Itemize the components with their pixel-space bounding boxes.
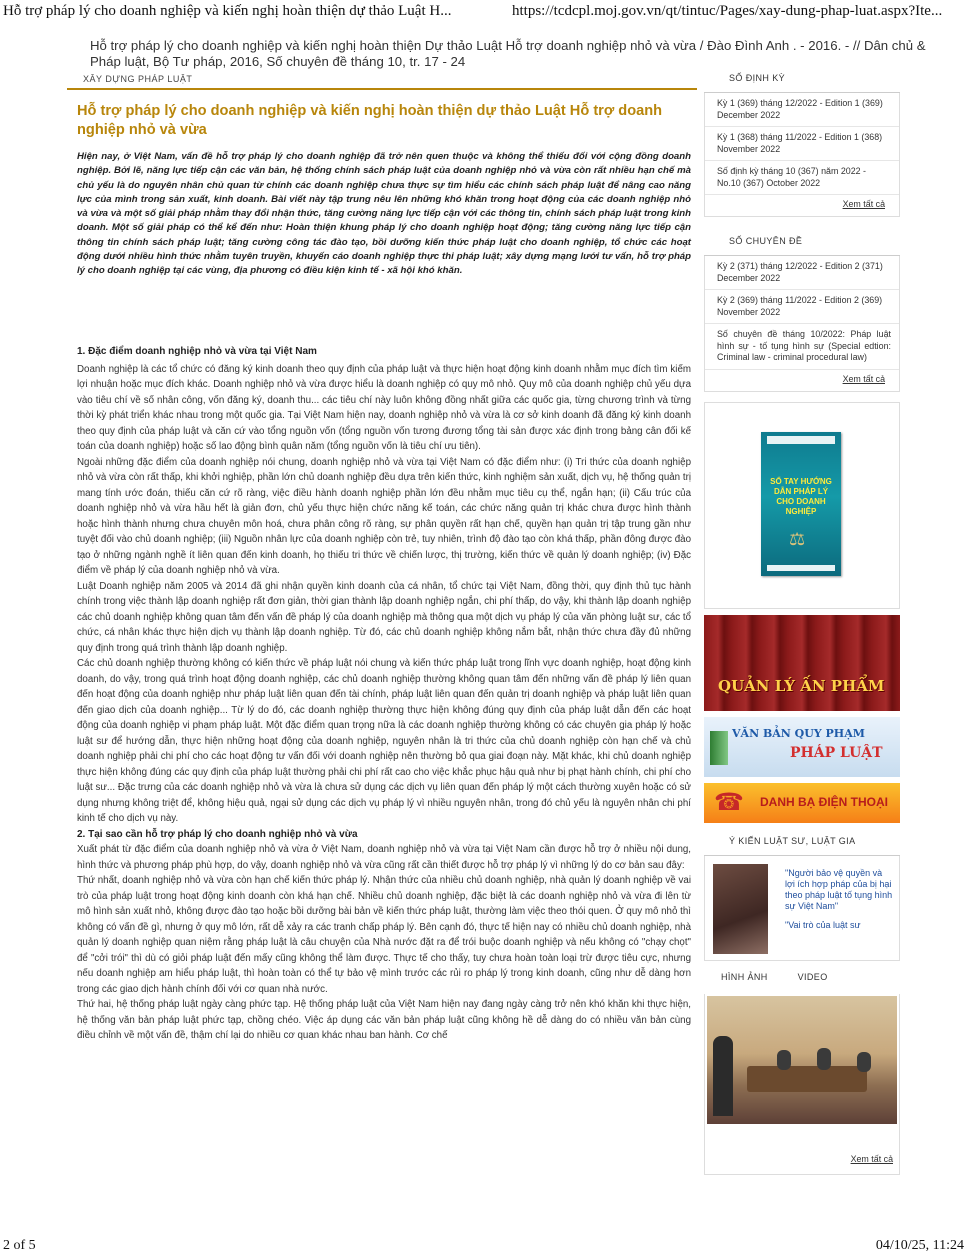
print-header [0, 0, 969, 22]
print-page-url: https://tcdcpl.moj.gov.vn/qt/tintuc/Pages/xay-dung-phap-luat.aspx?Ite... [512, 3, 943, 19]
phone-icon: ☎ [714, 788, 744, 816]
so-dinh-ky-item[interactable]: Kỳ 1 (369) tháng 12/2022 - Edition 1 (369) December 2022 [705, 93, 899, 127]
danh-ba-dien-thoai-banner[interactable] [704, 783, 900, 823]
section-heading-2: 2. Tại sao cần hỗ trợ pháp lý cho doanh nghiệp nhỏ và vừa [77, 828, 358, 840]
so-chuyen-de-list [704, 256, 900, 392]
article-title: Hỗ trợ pháp lý cho doanh nghiệp và kiến nghị hoàn thiện dự thảo Luật Hỗ trợ doanh nghiệp nhỏ và vừa [77, 103, 663, 138]
opinion-quote-link[interactable]: "Người bảo vệ quyền và lợi ích hợp pháp của bị hại theo pháp luật tố tụng hình sự Việt Nam" [785, 867, 893, 911]
opinion-heading: Ý KIẾN LUẬT SƯ, LUẬT GIA [704, 827, 900, 856]
so-dinh-ky-heading: SỐ ĐỊNH KỲ [704, 64, 900, 93]
opinion-quote-link[interactable]: "Vai trò của luật sư [785, 919, 861, 930]
paragraph: Luật Doanh nghiệp năm 2005 và 2014 đã ghi nhận quyền kinh doanh của cá nhân, tổ chức tại Việt Nam, đồng thời, quy định thủ tục hành chính trong việc thành lập doanh nghiệp rất đơn giản, thời gian thành lập doanh nghiệp ngắn, chi phí thấp, do vậy, khi thành lập doanh nghiệp các chủ doanh nghiệp không quan tâm đến vấn đề pháp lý của doanh nghiệp mà thông qua một dịch vụ pháp lý của văn phòng luật sư, các tổ chức, cá nhân khác thực hiện dịch vụ thành lập doanh nghiệp. Từ đó, các chủ doanh nghiệp không nắm bắt, nhận thức chưa đầy đủ những quy định trong quá trình thành lập doanh nghiệp. [77, 580, 691, 654]
quan-ly-an-pham-banner[interactable] [704, 615, 900, 711]
page-number: 2 of 5 [3, 1238, 36, 1253]
paragraph: Ngoài những đặc điểm của doanh nghiệp nói chung, doanh nghiệp nhỏ và vừa tại Việt Nam có đặc điểm như: (i) Tri thức của doanh nghiệp nhỏ và vừa còn rất thấp, khi khởi nghiệp, phần lớn chủ doanh nghiệp đều dựa trên kiến thức, kinh nghiệm sản xuất, dịch vụ, hệ thống quản trị mang tính ước đoán, thiếu căn cứ rõ ràng, việc điều hành doanh nghiệp phần lớn đều nhằm mục tiêu cụ thể, ngắn hạn; (ii) Cấu trúc của doanh nghiệp nhỏ và vừa hầu hết là giản đơn, chủ yếu thực hiện chức năng kế toán, các chức năng quản trị khác chưa được hình thành hoặc hình thành nhưng chưa chuyên môn hoá, chưa phân công rõ ràng, sự phân quyền rất hạn chế, quyền hạn quản trị tập trung gần như tuyệt đối vào chủ doanh nghiệp; (iii) Nguồn nhân lực của doanh nghiệp còn trẻ, tuy nhiên, trình độ đào tạo còn khá thấp, phần đông được đào tạo ở những ngành nghề ít liên quan đến kinh doanh, họ thiếu tri thức về chiến lược, thị trường, kiến thức về quản lý doanh nghiệp; (iv) Đặc điểm về pháp lý của doanh nghiệp nhỏ và vừa. [77, 456, 691, 576]
sidebar [704, 64, 900, 1175]
so-chuyen-de-item[interactable]: Kỳ 2 (371) tháng 12/2022 - Edition 2 (371) December 2022 [705, 256, 899, 290]
meeting-photo[interactable] [707, 996, 897, 1124]
paragraph: Các chủ doanh nghiệp thường không có kiến thức về pháp luật nói chung và kiến thức pháp luật trong lĩnh vực doanh nghiệp, hoạt động kinh doanh, do vậy, trong quá trình hoạt động doanh nghiệp, các chủ doanh nghiệp thường không quan tâm đến những vấn đề pháp lý liên quan đến hoạt động của doanh nghiệp như pháp luật liên quan đến tài chính, pháp luật liên quan đến quản trị doanh nghiệp và pháp luật liên quan đến giao dịch của doanh nghiệp... Từ lý do đó, các doanh nghiệp thường thực hiện không đúng quy định của pháp luật dẫn đến các hoạt động của doanh nghiệp vi phạm pháp luật. Một đặc điểm quan trọng nữa là các doanh nghiệp thường không có các chuyên gia pháp lý hoặc luật sư để hướng dẫn, thực hiện những hoạt động của doanh nghiệp, nguyên nhân là tri thức của chủ doanh nghiệp còn hạn chế và chủ doanh nghiệp phải chi phí cho các hoạt động tư vấn đối với doanh nghiệp nên thường bỏ qua giai đoạn này. Mặt khác, khi chủ doanh nghiệp thực hiện không đúng các quy định của pháp luật thường phải chi phí rất cao cho việc khắc phục hậu quả như bị phạt hành chính, chi phí cho luật sư... Đặc trưng của các doanh nghiệp nhỏ và vừa là chưa sử dụng các dịch vụ liên quan đến pháp lý một cách thường xuyên hoặc có sử dụng nhưng không triệt để, không hiệu quả, ngại sử dụng các dịch vụ pháp lý vì nhiều nguyên nhân, trong đó chủ yếu là nguyên nhân chi phí kinh tế cho dịch vụ này. [77, 658, 691, 824]
so-dinh-ky-see-all-link[interactable]: Xem tất cả [842, 199, 885, 209]
print-datetime: 04/10/25, 11:24 [875, 1238, 964, 1253]
category-label[interactable]: XÂY DỰNG PHÁP LUẬT [83, 74, 193, 84]
van-ban-quy-pham-banner[interactable] [704, 717, 900, 777]
photo-box [704, 994, 900, 1175]
paragraph: Thứ hai, hệ thống pháp luật ngày càng phức tạp. Hệ thống pháp luật của Việt Nam hiện nay đang ngày càng trở nên khó khăn khi thực hiện, hệ thống văn bản pháp luật phức tạp, chồng chéo. Việc áp dụng các văn bản pháp luật cũng không hề dễ dàng do có nhiều văn bản cùng điều chỉnh về một vấn đề, thậm chí lại do nhiều cơ quan khác nhau ban hành. Cơ chế [77, 999, 691, 1041]
tab-video[interactable]: VIDEO [797, 971, 828, 982]
paragraph: Doanh nghiệp là các tổ chức có đăng ký kinh doanh theo quy định của pháp luật và thực hiện hoạt động kinh doanh nhằm mục đích tìm kiếm lợi nhuận hoặc mục đích khác. Doanh nghiệp nhỏ và vừa được hiểu là doanh nghiệp có quy mô nhỏ. Quy mô của doanh nghiệp chủ yếu dựa vào tiêu chí về số nhân công, vốn đăng ký, doanh thu... các tiêu chí này luôn không đồng nhất giữa các quốc gia, từng chương trình và từng thời kỳ phát triển khác nhau trong một quốc gia. Tại Việt Nam hiện nay, doanh nghiệp nhỏ và vừa là cơ sở kinh doanh đã đăng ký kinh doanh theo quy định của pháp luật và căn cứ vào tổng nguồn vốn (tổng nguồn vốn tương đương tổng tài sản được xác định trong bảng cân đối kế toán của doanh nghiệp) hoặc số lao động bình quân năm (tổng nguồn vốn là tiêu chí ưu tiên). [77, 363, 691, 452]
opinion-box [704, 856, 900, 961]
so-dinh-ky-item[interactable]: Kỳ 1 (368) tháng 11/2022 - Edition 1 (368) November 2022 [705, 127, 899, 161]
media-tabs [704, 961, 900, 994]
article-body [77, 344, 691, 1044]
media-see-all-link[interactable]: Xem tất cả [850, 1153, 893, 1164]
article [67, 90, 697, 1198]
print-footer [0, 1238, 969, 1254]
danh-ba-label: DANH BẠ ĐIỆN THOẠI [760, 794, 888, 809]
section-heading-1: 1. Đặc điểm doanh nghiệp nhỏ và vừa tại Việt Nam [77, 346, 317, 357]
so-chuyen-de-item[interactable]: Kỳ 2 (369) tháng 11/2022 - Edition 2 (369) November 2022 [705, 290, 899, 324]
book-cover-image [761, 432, 841, 576]
citation: Hỗ trợ pháp lý cho doanh nghiệp và kiến nghị hoàn thiện Dự thảo Luật Hỗ trợ doanh nghiệp nhỏ và vừa / Đào Đình Anh . - 2016. - // Dân chủ & Pháp luật, Bộ Tư pháp, 2016, Số chuyên đề tháng 10, tr. 17 - 24 [90, 38, 926, 69]
so-chuyen-de-heading: SỐ CHUYÊN ĐỀ [704, 227, 900, 256]
so-dinh-ky-item[interactable]: Số định kỳ tháng 10 (367) năm 2022 - No.10 (367) October 2022 [705, 161, 899, 195]
so-dinh-ky-list [704, 93, 900, 217]
paragraph: Xuất phát từ đặc điểm của doanh nghiệp nhỏ và vừa ở Việt Nam, doanh nghiệp nhỏ và vừa tại Việt Nam cần được hỗ trợ ở nhiều nội dung, hình thức và phương pháp phù hợp, do vậy, doanh nghiệp nhỏ và vừa cũng rất cần thiết được hỗ trợ pháp lý vì những lý do cơ bản sau đây: [77, 844, 691, 871]
article-lead: Hiện nay, ở Việt Nam, vấn đề hỗ trợ pháp lý cho doanh nghiệp đã trở nên quen thuộc và không thể thiếu đối với cộng đồng doanh nghiệp. Bởi lẽ, năng lực tiếp cận các văn bản, hệ thống chính sách pháp luật của doanh nghiệp nhỏ và vừa còn rất nhiều hạn chế mà chủ yếu là do nguyên nhân chủ quan từ chính các doanh nghiệp chưa thực sự tìm hiểu các chính sách pháp luật để nâng cao năng lực của mình trong sản xuất, kinh doanh. Bài viết này tập trung nêu lên những khó khăn trong hoạt động của các doanh nghiệp nhỏ và vừa và một số giải pháp nhằm thay đổi nhận thức, tăng cường năng lực tiếp cận với các thông tin, chính sách pháp luật trong kinh doanh. Một số giải pháp có thể kể đến như: Hoàn thiện khung pháp lý cho doanh nghiệp hoạt động; tăng cường năng lực tiếp cận thông tin chính sách pháp luật; tăng cường công tác đào tạo, bồi dưỡng kiến thức pháp luật cho doanh nghiệp, tổ chức các hoạt động dưới nhiều hình thức nhằm tuyên truyền, khuyến cáo doanh nghiệp thực thi pháp luật; xây dựng mạng lưới tư vấn, hỗ trợ pháp lý cho doanh nghiệp tại các vùng, địa phương có điều kiện kinh tế - xã hội khó khăn. [77, 151, 691, 277]
book-title: SỔ TAY HƯỚNG DẪN PHÁP LÝ CHO DOANH NGHIỆP [770, 476, 832, 516]
print-page-title: Hỗ trợ pháp lý cho doanh nghiệp và kiến nghị hoàn thiện dự thảo Luật H... [3, 3, 452, 19]
so-chuyen-de-item[interactable]: Số chuyên đề tháng 10/2022: Pháp luật hình sự - tố tụng hình sự (Special edtion: Criminal law - criminal procedural law) [705, 324, 899, 370]
opinion-image [713, 864, 768, 954]
van-ban-line1: VĂN BẢN QUY PHẠM [732, 726, 865, 740]
books-icon [710, 731, 728, 765]
book-promo[interactable] [704, 402, 900, 609]
tab-photos[interactable]: HÌNH ẢNH [721, 971, 768, 982]
paragraph: Thứ nhất, doanh nghiệp nhỏ và vừa còn hạn chế kiến thức pháp lý. Nhận thức của nhiều chủ doanh nghiệp, nhà quản lý doanh nghiệp về vai trò của pháp luật trong hoạt động kinh doanh còn khá hạn chế. Nhiều chủ doanh nghiệp, đặc biệt là các doanh nghiệp nhỏ và vừa đi lên từ mô hình sản xuất nhỏ, không được đào tạo hoặc bồi dưỡng bài bản về kiến thức pháp luật, thường làm việc theo thói quen. Ở quy mô nhỏ thì không có vấn đề gì, nhưng ở quy mô lớn, rất dễ xảy ra các tranh chấp pháp lý. Bên cạnh đó, thực tế hiện nay có nhiều chủ doanh nghiệp, nhà quản lý doanh nghiệp quan niệm rằng pháp luật là câu chuyện của Nhà nước đặt ra để trói buộc doanh nghiệp và nếu không có "chạy chọt" để "cởi trói" thì dù có giỏi pháp luật đến mấy cũng không thể làm được. Thực tế cho thấy, tuy chưa hoàn toàn loại trừ được tiêu cực, nhưng nếu doanh nghiệp am hiểu pháp luật, thì hoàn toàn có thể tự bảo vệ mình trước các rủi ro pháp lý trong kinh doanh, cũng như dễ dàng hơn trong các giao dịch hành chính đối với cơ quan nhà nước. [77, 875, 691, 995]
scale-icon: ⚖ [789, 528, 806, 549]
so-chuyen-de-see-all-link[interactable]: Xem tất cả [842, 373, 885, 384]
van-ban-line2: PHÁP LUẬT [790, 744, 883, 761]
quan-ly-an-pham-label: QUẢN LÝ ẤN PHẨM [718, 676, 885, 695]
opinion-text [785, 868, 893, 954]
